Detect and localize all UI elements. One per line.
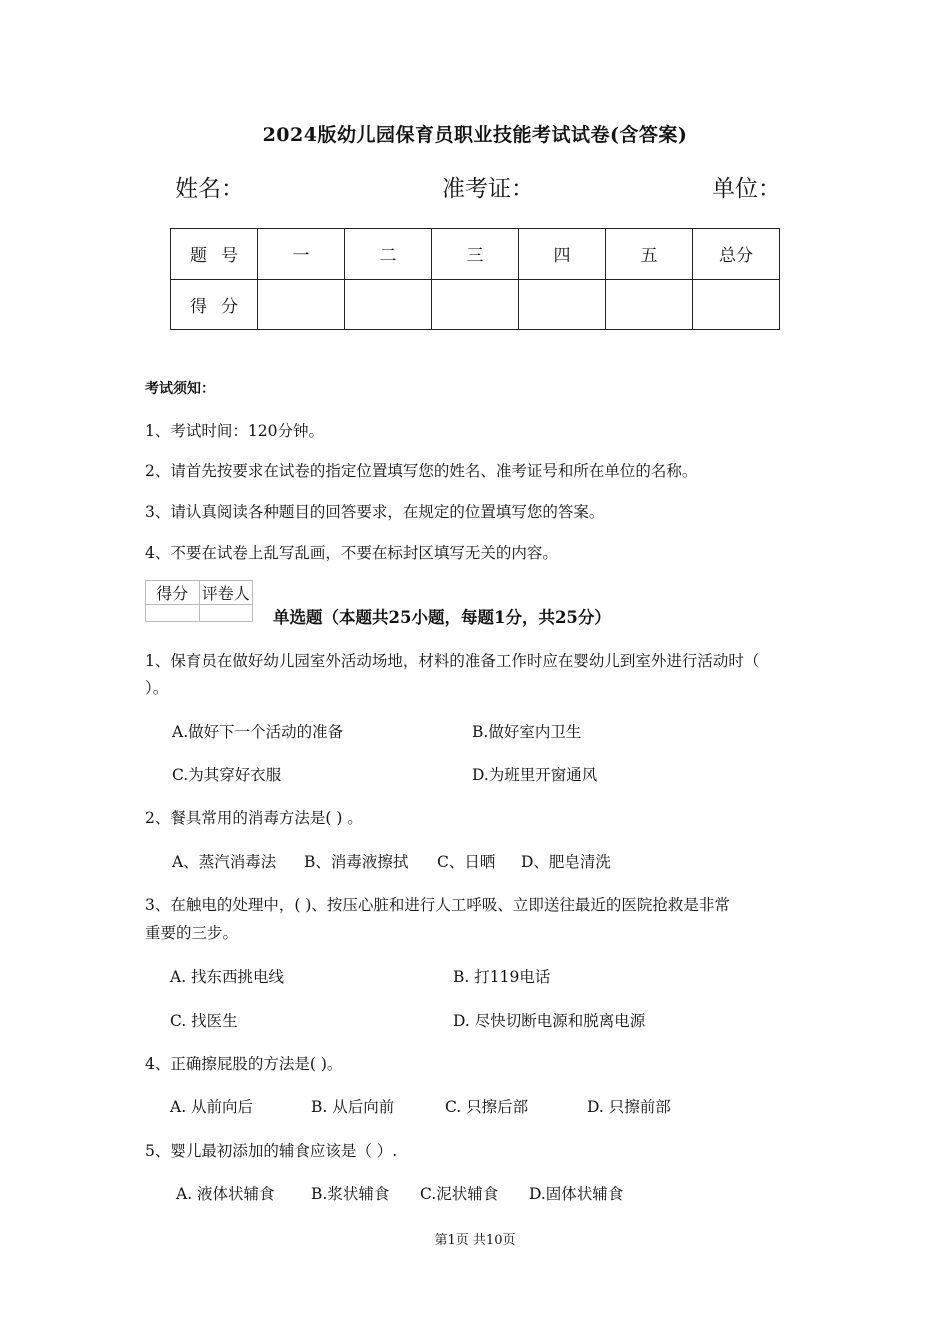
question-text: 4、正确擦屁股的方法是( )。	[145, 1055, 343, 1073]
grader-name-label: 评卷人	[199, 581, 253, 605]
score-table-header-cell: 题号	[171, 229, 258, 280]
score-table-header-cell: 四	[519, 229, 606, 280]
question-option: B.浆状辅食	[311, 1185, 390, 1203]
score-table	[170, 228, 780, 330]
score-cell[interactable]	[606, 279, 693, 330]
grader-score-label: 得分	[146, 581, 200, 605]
question-option: B.做好室内卫生	[472, 723, 582, 741]
score-row-label: 得分	[171, 279, 258, 330]
exam-id-field-label: 准考证：	[442, 176, 534, 202]
question-option: A.做好下一个活动的准备	[172, 723, 344, 741]
score-table-header-cell: 总分	[693, 229, 780, 280]
grader-score-cell[interactable]	[146, 605, 200, 622]
exam-title: 2024版幼儿园保育员职业技能考试试卷(含答案)	[262, 124, 688, 146]
question-option: D.为班里开窗通风	[472, 766, 598, 784]
score-cell[interactable]	[258, 279, 345, 330]
score-table-score-row	[171, 279, 780, 330]
question-option: A. 找东西挑电线	[170, 968, 285, 986]
question-option: D、肥皂清洗	[521, 853, 611, 871]
question-text: 5、婴儿最初添加的辅食应该是（ ）.	[145, 1142, 398, 1160]
question-text: 2、餐具常用的消毒方法是( ) 。	[145, 809, 363, 827]
score-table-header-cell: 二	[345, 229, 432, 280]
question-option: D. 尽快切断电源和脱离电源	[453, 1012, 646, 1030]
notice-item: 3、请认真阅读各种题目的回答要求，在规定的位置填写您的答案。	[145, 503, 605, 521]
question-text: 重要的三步。	[145, 924, 239, 942]
notice-item: 2、请首先按要求在试卷的指定位置填写您的姓名、准考证号和所在单位的名称。	[145, 462, 698, 480]
question-option: B、消毒液擦拭	[304, 853, 409, 871]
notice-item: 4、不要在试卷上乱写乱画，不要在标封区填写无关的内容。	[145, 544, 558, 562]
score-cell[interactable]	[519, 279, 606, 330]
question-option: B. 打119电话	[453, 968, 551, 986]
question-option: C.泥状辅食	[420, 1185, 499, 1203]
unit-field-label: 单位：	[712, 176, 781, 202]
question-option: C. 找医生	[170, 1012, 238, 1030]
question-option: C、日晒	[437, 853, 496, 871]
notice-item: 1、考试时间：120分钟。	[145, 422, 324, 440]
score-table-header-row	[171, 229, 780, 280]
question-option: A. 从前向后	[170, 1098, 254, 1116]
score-cell[interactable]	[432, 279, 519, 330]
question-option: A. 液体状辅食	[176, 1185, 275, 1203]
question-option: C.为其穿好衣服	[172, 766, 282, 784]
name-field-label: 姓名：	[175, 176, 244, 202]
score-table-header-cell: 三	[432, 229, 519, 280]
question-option: C. 只擦后部	[445, 1098, 529, 1116]
question-text: 1、保育员在做好幼儿园室外活动场地，材料的准备工作时应在婴幼儿到室外进行活动时（	[145, 652, 760, 670]
question-option: D.固体状辅食	[529, 1185, 624, 1203]
section-title: 单选题（本题共25小题，每题1分，共25分）	[273, 608, 611, 627]
score-table-header-cell: 五	[606, 229, 693, 280]
question-option: B. 从后向前	[311, 1098, 395, 1116]
question-text: ）。	[145, 679, 169, 697]
score-table-header-cell: 一	[258, 229, 345, 280]
question-text: 3、在触电的处理中，( )、按压心脏和进行人工呼吸、立即送往最近的医院抢救是非常	[145, 896, 730, 914]
score-cell[interactable]	[693, 279, 780, 330]
question-option: A、蒸汽消毒法	[172, 853, 277, 871]
question-option: D. 只擦前部	[587, 1098, 671, 1116]
score-cell[interactable]	[345, 279, 432, 330]
notice-title: 考试须知：	[145, 381, 215, 397]
grader-name-cell[interactable]	[199, 605, 253, 622]
grader-box	[145, 580, 253, 622]
page-number: 第1页 共10页	[434, 1233, 516, 1248]
